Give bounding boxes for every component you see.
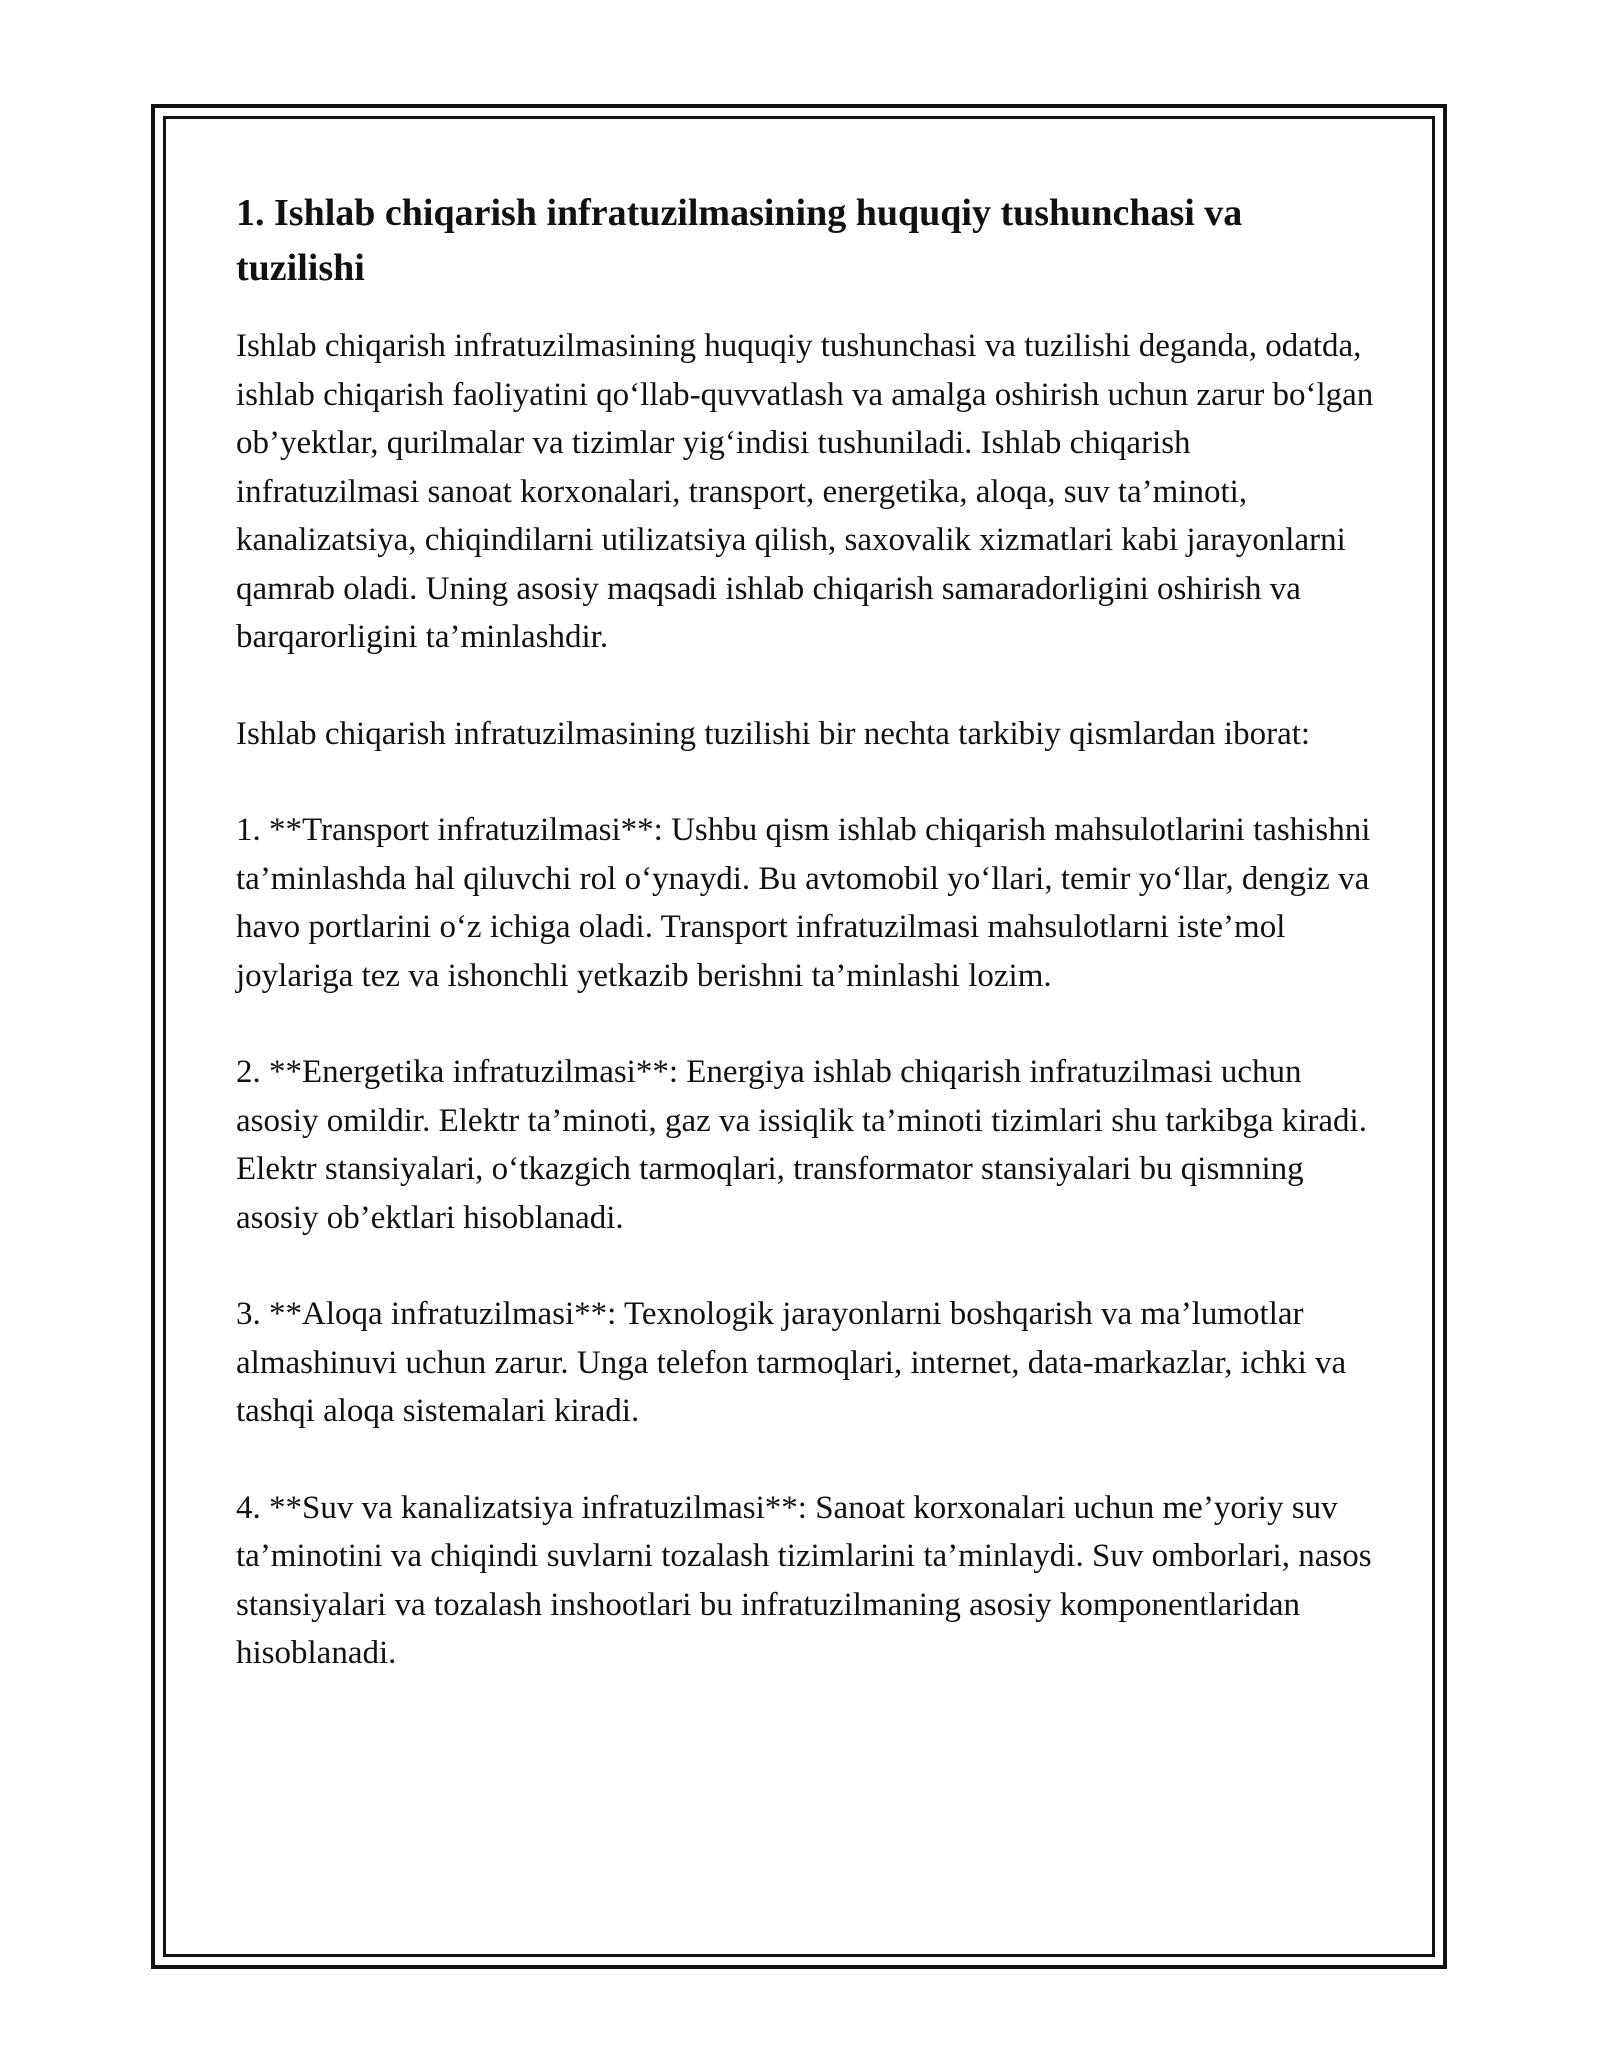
list-item-transport: 1. **Transport infratuzilmasi**: Ushbu qism ishlab chiqarish mahsulotlarini tashishni ta’minlashda hal qiluvchi rol o‘ynaydi. Bu avtomobil yo‘llari, temir yo‘llar, dengiz va havo portlarini o‘z ichiga oladi. Transport infratuzilmasi mahsulotlarni iste’mol joylariga tez va ishonchli yetkazib berishni ta’minlashi lozim.	[236, 812, 1371, 994]
intro-paragraph: Ishlab chiqarish infratuzilmasining huquqiy tushunchasi va tuzilishi deganda, odatda, ishlab chiqarish faoliyatini qo‘llab-quvvatlash va amalga oshirish uchun zarur bo‘lgan ob’yektlar, qurilmalar va tizimlar yig‘indisi tushuniladi. Ishlab chiqarish infratuzilmasi sanoat korxonalari, transport, energetika, aloqa, suv ta’minoti, kanalizatsiya, chiqindilarni utilizatsiya qilish, saxovalik xizmatlari kabi jarayonlarni qamrab oladi. Uning asosiy maqsadi ishlab chiqarish samaradorligini oshirish va barqarorligini ta’minlashdir.	[236, 328, 1374, 655]
list-item-aloqa: 3. **Aloqa infratuzilmasi**: Texnologik jarayonlarni boshqarish va ma’lumotlar almashinuvi uchun zarur. Unga telefon tarmoqlari, internet, data-markazlar, ichki va tashqi aloqa sistemalari kiradi.	[236, 1296, 1347, 1429]
list-item-energetika: 2. **Energetika infratuzilmasi**: Energiya ishlab chiqarish infratuzilmasi uchun asosiy omildir. Elektr ta’minoti, gaz va issiqlik ta’minoti tizimlari shu tarkibga kiradi. Elektr stansiyalari, o‘tkazgich tarmoqlari, transformator stansiyalari bu qismning asosiy ob’ektlari hisoblanadi.	[236, 1054, 1367, 1236]
page-title: 1. Ishlab chiqarish infratuzilmasining huquqiy tushunchasi va tuzilishi	[236, 192, 1243, 289]
document-body	[236, 186, 1376, 1726]
structure-intro-paragraph: Ishlab chiqarish infratuzilmasining tuzilishi bir nechta tarkibiy qismlardan iborat:	[236, 715, 1311, 752]
list-item-suv-kanalizatsiya: 4. **Suv va kanalizatsiya infratuzilmasi**: Sanoat korxonalari uchun me’yoriy suv ta’minotini va chiqindi suvlarni tozalash tizimlarini ta’minlaydi. Suv omborlari, nasos stansiyalari va tozalash inshootlari bu infratuzilmaning asosiy komponentlaridan hisoblanadi.	[236, 1489, 1372, 1671]
